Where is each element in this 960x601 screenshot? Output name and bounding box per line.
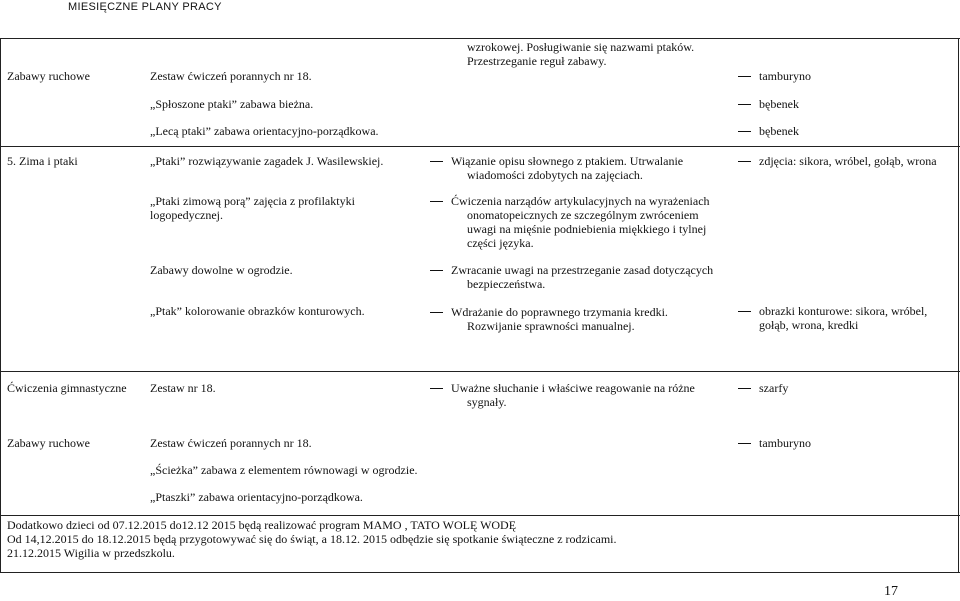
dash-bullet [738,104,751,105]
material-item [738,381,788,396]
goal-text: uwagi na mięśnie podniebienia miękkiego i tylnej [467,222,707,236]
table-row-divider [0,146,960,147]
note-line: 21.12.2015 Wigilia w przedszkolu. [7,546,175,560]
activity-text: „Ptaki” rozwiązywanie zagadek J. Wasilewskiej. [150,154,384,168]
activity-text: „Ptak” kolorowanie obrazków konturowych. [150,304,365,318]
goal-item [430,154,683,169]
table-left-border [0,38,1,573]
goal-text: bezpieczeństwa. [467,277,546,291]
activity-text: „Lecą ptaki” zabawa orientacyjno-porządkowa. [150,124,379,138]
activity-text: Zestaw ćwiczeń porannych nr 18. [150,436,312,450]
dash-bullet [738,311,751,312]
goal-text: onomatopeicznych ze szczególnym zwróceniem [467,208,699,222]
material-text: tamburyno [759,436,811,450]
table-bottom-border [0,572,960,573]
activity-text: „Ptaki zimową porą” zajęcia z profilaktyki [150,194,355,208]
goal-text: Uważne słuchanie i właściwe reagowanie na różne [451,381,695,395]
activity-text: Zestaw nr 18. [150,381,216,395]
day-topic: 5. Zima i ptaki [7,154,78,168]
activity-text: „Ścieżka” zabawa z elementem równowagi w ogrodzie. [150,463,418,477]
table-row-divider [0,371,960,372]
dash-bullet [430,312,443,313]
activity-category: Zabawy ruchowe [7,436,90,450]
dash-bullet [738,443,751,444]
goal-text: Wdrażanie do poprawnego trzymania kredki. [451,305,668,319]
table-row-divider [0,515,960,516]
material-text: bębenek [759,97,799,111]
material-item [738,124,799,139]
activity-category: Zabawy ruchowe [7,69,90,83]
goal-item [430,194,710,209]
material-text: gołąb, wrona, kredki [759,318,859,332]
dash-bullet [430,388,443,389]
goal-text: Zwracanie uwagi na przestrzeganie zasad dotyczących [451,263,714,277]
page-number: 17 [884,584,898,599]
activity-text: Zestaw ćwiczeń porannych nr 18. [150,69,312,83]
goal-text: wzrokowej. Posługiwanie się nazwami ptaków. [467,40,695,54]
activity-text: „Ptaszki” zabawa orientacyjno-porządkowa. [150,490,363,504]
dash-bullet [738,388,751,389]
activity-text: Zabawy dowolne w ogrodzie. [150,263,293,277]
dash-bullet [430,201,443,202]
dash-bullet [430,270,443,271]
goal-text: Przestrzeganie reguł zabawy. [467,54,607,68]
table-right-border [958,38,959,573]
goal-text: Wiązanie opisu słownego z ptakiem. Utrwalanie [451,154,684,168]
page-header: MIESIĘCZNE PLANY PRACY [68,1,222,13]
material-item [738,304,927,319]
material-text: szarfy [759,381,789,395]
material-text: obrazki konturowe: sikora, wróbel, [759,304,928,318]
material-item [738,69,811,84]
dash-bullet [738,161,751,162]
activity-text: „Spłoszone ptaki” zabawa bieżna. [150,97,314,111]
material-text: zdjęcia: sikora, wróbel, gołąb, wrona [759,154,937,168]
material-item [738,436,811,451]
goal-text: sygnały. [467,395,507,409]
goal-text: wiadomości zdobytych na zajęciach. [467,168,643,182]
goal-text: Ćwiczenia narządów artykulacyjnych na wyrażeniach [451,194,710,208]
note-line: Od 14,12.2015 do 18.12.2015 będą przygotowywać się do świąt, a 18.12. 2015 odbędzie się spotkanie świąteczne z rodzicami. [7,532,617,546]
dash-bullet [738,76,751,77]
goal-item [430,263,713,278]
goal-text: Rozwijanie sprawności manualnej. [467,319,635,333]
goal-item [430,305,668,320]
goal-text: części języka. [467,236,534,250]
note-line: Dodatkowo dzieci od 07.12.2015 do12.12 2015 będą realizować program MAMO , TATO WOLĘ WODĘ [7,518,517,532]
material-text: bębenek [759,124,799,138]
material-item [738,97,799,112]
dash-bullet [738,131,751,132]
activity-category: Ćwiczenia gimnastyczne [7,381,127,395]
table-top-border [0,38,960,39]
material-item [738,154,937,169]
goal-item [430,381,695,396]
activity-text: logopedycznej. [150,208,223,222]
material-text: tamburyno [759,69,811,83]
dash-bullet [430,161,443,162]
